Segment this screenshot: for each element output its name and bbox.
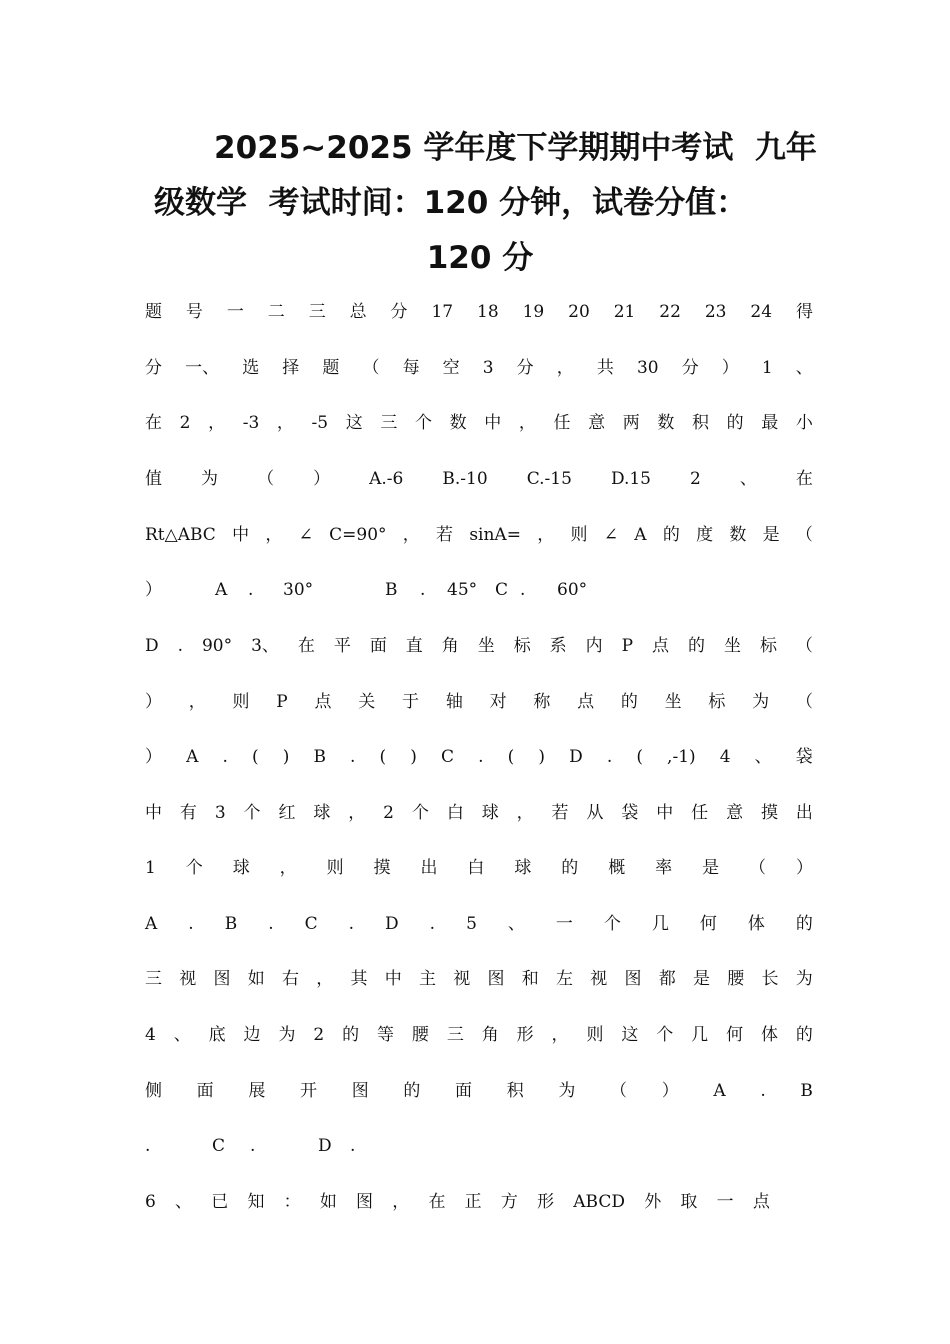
text-token: . <box>350 1136 356 1156</box>
text-token: 外 <box>644 1192 662 1212</box>
text-token: 长 <box>761 969 779 989</box>
text-token: 三 <box>446 1025 464 1045</box>
text-token: ) <box>410 747 417 767</box>
text-token: 标 <box>708 692 726 712</box>
text-token: 腰 <box>411 1025 429 1045</box>
text-line <box>145 856 813 880</box>
text-token: 度 <box>696 525 714 545</box>
text-token: 题 <box>322 358 340 378</box>
text-token: 体 <box>747 914 765 934</box>
text-token: 球 <box>481 803 499 823</box>
text-line <box>145 1134 813 1158</box>
text-token: ， <box>279 858 297 878</box>
text-token: 60° <box>557 580 588 600</box>
text-token: ， <box>392 1192 410 1212</box>
text-token: . <box>145 1136 151 1156</box>
text-token: 、 <box>175 1192 193 1212</box>
text-token: 的 <box>561 858 579 878</box>
text-token: 标 <box>759 636 777 656</box>
text-token: C.-15 <box>526 469 572 489</box>
text-token: 3 <box>214 803 226 823</box>
text-token: 2 <box>179 413 191 433</box>
text-token: 左 <box>556 969 573 989</box>
text-token: 从 <box>586 803 604 823</box>
text-token: 图 <box>487 969 505 989</box>
text-token: Rt△ABC <box>145 525 216 545</box>
text-token: 有 <box>179 803 197 823</box>
text-token: ) <box>538 747 545 767</box>
text-token: 正 <box>464 1192 482 1212</box>
text-token: 点 <box>577 692 595 712</box>
text-token: . <box>250 1136 256 1156</box>
text-token: 号 <box>185 302 203 322</box>
text-token: 每 <box>402 358 420 378</box>
text-token: （ <box>610 1081 628 1101</box>
text-token: 个 <box>243 803 261 823</box>
text-token: ， <box>348 803 366 823</box>
text-token: 则 <box>326 858 344 878</box>
text-token: 袋 <box>621 803 639 823</box>
text-token: 几 <box>651 914 669 934</box>
text-token: 、 <box>795 358 813 378</box>
text-token: C <box>304 914 318 934</box>
text-token: 图 <box>624 969 642 989</box>
text-token: . <box>177 636 184 656</box>
text-token: 、 <box>739 469 757 489</box>
text-token: 视 <box>590 969 608 989</box>
text-token: 角 <box>481 1025 499 1045</box>
text-token: 在 <box>428 1192 446 1212</box>
text-token: 中 <box>145 803 162 823</box>
text-token: 空 <box>442 358 460 378</box>
text-token: 中 <box>384 969 402 989</box>
text-token: ： <box>283 1192 301 1212</box>
text-line <box>145 912 813 936</box>
text-token: 是 <box>762 525 780 545</box>
text-token: 的 <box>662 525 680 545</box>
text-token: A <box>713 1081 726 1101</box>
text-token: ( <box>251 747 259 767</box>
text-token: 积 <box>691 413 709 433</box>
text-token: A <box>186 747 199 767</box>
text-token: 积 <box>506 1081 524 1101</box>
text-token: ， <box>518 413 536 433</box>
text-token: 则 <box>232 692 250 712</box>
text-token: 若 <box>551 803 569 823</box>
text-token: 概 <box>608 858 626 878</box>
text-token: 其 <box>350 969 368 989</box>
text-token: ) <box>282 747 290 767</box>
text-token: 三 <box>145 969 162 989</box>
text-token: 轴 <box>445 692 463 712</box>
text-token: 白 <box>446 803 464 823</box>
text-token: 18 <box>477 302 499 322</box>
text-token: 任 <box>691 803 709 823</box>
text-token: D <box>318 1136 332 1156</box>
text-token: 3 <box>482 358 494 378</box>
text-token: ∠ <box>298 525 313 545</box>
text-token: 称 <box>533 692 551 712</box>
text-token: 中 <box>232 525 250 545</box>
text-token: -3 <box>242 413 260 433</box>
text-token: 分 <box>145 358 162 378</box>
text-token: 中 <box>484 413 502 433</box>
text-token: 点 <box>652 636 670 656</box>
text-token: 一、 <box>185 358 220 378</box>
text-line <box>145 1079 813 1103</box>
text-token: 2 <box>690 469 701 489</box>
text-token: ） <box>145 692 162 712</box>
text-line <box>145 467 813 491</box>
text-token: P <box>621 636 634 656</box>
text-token: 分 <box>516 358 534 378</box>
text-token: 主 <box>419 969 436 989</box>
text-token: A <box>215 580 228 600</box>
text-token: 的 <box>403 1081 421 1101</box>
text-token: C <box>495 580 509 600</box>
text-token: 袋 <box>795 747 813 767</box>
text-token: 率 <box>655 858 673 878</box>
text-token: 1 <box>761 358 773 378</box>
text-token: 3、 <box>251 636 279 656</box>
text-token: 在 <box>145 413 162 433</box>
text-token: 开 <box>300 1081 318 1101</box>
text-token: 是 <box>702 858 720 878</box>
text-token: 17 <box>431 302 454 322</box>
text-token: 这 <box>621 1025 639 1045</box>
text-token: 择 <box>282 358 300 378</box>
text-token: 二 <box>267 302 285 322</box>
text-token: -5 <box>311 413 329 433</box>
text-line <box>145 1190 770 1214</box>
text-token: 点 <box>314 692 332 712</box>
text-token: 腰 <box>727 969 745 989</box>
text-token: D <box>569 747 583 767</box>
text-token: . <box>268 914 274 934</box>
text-token: 坐 <box>723 636 741 656</box>
text-token: 2 <box>383 803 394 823</box>
text-token: 知 <box>247 1192 265 1212</box>
text-token: P <box>276 692 288 712</box>
text-token: 分 <box>681 358 699 378</box>
text-token: 意 <box>726 803 744 823</box>
text-token: 30 <box>636 358 659 378</box>
text-token: . <box>348 914 355 934</box>
text-token: 为 <box>795 969 813 989</box>
text-token: A.-6 <box>369 469 404 489</box>
text-token: D.15 <box>610 469 651 489</box>
text-token: D <box>145 636 159 656</box>
text-token: 则 <box>586 1025 604 1045</box>
text-token: 5 <box>466 914 477 934</box>
text-token: 一 <box>555 914 573 934</box>
text-token: . <box>188 914 194 934</box>
text-token: 出 <box>795 803 813 823</box>
text-line <box>145 690 813 714</box>
text-token: 最 <box>761 413 779 433</box>
text-line <box>145 634 813 658</box>
text-token: 22 <box>659 302 681 322</box>
text-token: 两 <box>622 413 640 433</box>
text-token: 在 <box>297 636 315 656</box>
text-token: （ <box>795 692 813 712</box>
text-token: 摸 <box>760 803 778 823</box>
text-line <box>145 1023 813 1047</box>
text-token: 体 <box>760 1025 778 1045</box>
text-line <box>145 411 813 435</box>
text-token: 红 <box>278 803 296 823</box>
text-token: . <box>420 580 426 600</box>
exam-title-line-3: 120 分 <box>426 240 534 276</box>
text-token: 24 <box>750 302 773 322</box>
text-line <box>145 300 813 324</box>
text-token: 的 <box>342 1025 360 1045</box>
text-token: 数 <box>449 413 467 433</box>
text-token: （ <box>795 525 813 545</box>
text-line <box>145 523 813 547</box>
text-token: 19 <box>522 302 545 322</box>
text-line <box>145 356 813 380</box>
text-token: 、 <box>754 747 772 767</box>
text-token: 90° <box>201 636 233 656</box>
text-token: A <box>145 914 158 934</box>
text-token: ） <box>145 747 162 767</box>
text-line <box>145 967 813 991</box>
text-token: . <box>429 914 436 934</box>
text-token: 2 <box>313 1025 325 1045</box>
text-token: 题 <box>145 302 162 322</box>
text-token: 23 <box>704 302 727 322</box>
text-token: 内 <box>585 636 603 656</box>
text-token: 任 <box>553 413 571 433</box>
text-token: 和 <box>521 969 539 989</box>
text-token: 取 <box>680 1192 698 1212</box>
text-token: 的 <box>688 636 705 656</box>
text-token: A <box>634 525 647 545</box>
text-token: 45° <box>447 580 478 600</box>
text-token: C <box>212 1136 226 1156</box>
text-token: . <box>350 747 356 767</box>
text-token: 一 <box>716 1192 734 1212</box>
text-token: ， <box>188 692 206 712</box>
text-token: 个 <box>185 858 203 878</box>
text-token: 的 <box>795 914 813 934</box>
text-token: 已 <box>211 1192 229 1212</box>
text-token: ∠ <box>603 525 618 545</box>
text-token: 在 <box>795 469 813 489</box>
text-token: 面 <box>455 1081 473 1101</box>
text-line <box>145 801 813 825</box>
text-token: C=90° <box>329 525 387 545</box>
text-token: 20 <box>568 302 590 322</box>
text-token: 视 <box>179 969 197 989</box>
text-token: 30° <box>283 580 314 600</box>
text-token: 个 <box>411 803 429 823</box>
text-token: 何 <box>726 1025 744 1045</box>
text-token: 侧 <box>145 1081 162 1101</box>
text-token: ） <box>661 1081 679 1101</box>
text-token: . <box>520 580 526 600</box>
text-token: ， <box>402 525 420 545</box>
text-token: 白 <box>467 858 485 878</box>
text-token: 底 <box>208 1025 226 1045</box>
text-token: 的 <box>795 1025 813 1045</box>
text-token: 21 <box>613 302 636 322</box>
text-token: 面 <box>369 636 387 656</box>
text-token: 1 <box>145 858 156 878</box>
text-token: 个 <box>603 914 621 934</box>
text-token: 面 <box>196 1081 214 1101</box>
text-token: 图 <box>351 1081 369 1101</box>
text-token: 、 <box>173 1025 191 1045</box>
text-token: B.-10 <box>442 469 488 489</box>
text-token: ABCD <box>573 1192 625 1212</box>
text-token: B <box>800 1081 813 1101</box>
text-token: 三 <box>308 302 326 322</box>
text-token: D <box>385 914 399 934</box>
text-token: 数 <box>657 413 675 433</box>
text-token: 都 <box>658 969 676 989</box>
text-token: ， <box>316 969 334 989</box>
text-token: B <box>385 580 398 600</box>
text-token: 意 <box>588 413 606 433</box>
text-token: 球 <box>313 803 331 823</box>
text-token: 边 <box>243 1025 261 1045</box>
text-token: 等 <box>377 1025 394 1045</box>
text-token: ， <box>276 413 294 433</box>
text-token: 为 <box>201 469 219 489</box>
text-token: 方 <box>500 1192 518 1212</box>
text-token: 三 <box>380 413 398 433</box>
text-token: 4 <box>145 1025 156 1045</box>
text-token: ） <box>795 858 813 878</box>
text-token: ， <box>551 1025 569 1045</box>
text-token: . <box>222 747 228 767</box>
text-token: 为 <box>278 1025 296 1045</box>
text-token: 则 <box>570 525 588 545</box>
text-token: ， <box>208 413 226 433</box>
text-token: 坐 <box>477 636 495 656</box>
text-token: 数 <box>729 525 747 545</box>
text-token: 于 <box>402 692 420 712</box>
text-token: 视 <box>453 969 471 989</box>
text-token: 如 <box>319 1192 337 1212</box>
text-token: sinA= <box>469 525 521 545</box>
text-token: 右 <box>282 969 299 989</box>
text-token: 如 <box>247 969 265 989</box>
text-token: 坐 <box>664 692 682 712</box>
text-token: 个 <box>414 413 432 433</box>
text-token: 图 <box>356 1192 374 1212</box>
text-token: 中 <box>656 803 674 823</box>
text-token: . <box>760 1081 766 1101</box>
text-token: ( <box>507 747 515 767</box>
text-token: （ <box>257 469 275 489</box>
text-token: ， <box>265 525 283 545</box>
exam-title-line-1: 2025~2025 学年度下学期期中考试 九年 <box>214 130 817 166</box>
text-token: ） <box>313 469 331 489</box>
text-token: ( <box>636 747 643 767</box>
text-token: 出 <box>420 858 438 878</box>
text-token: 个 <box>656 1025 674 1045</box>
text-token: 直 <box>405 636 423 656</box>
text-token: 球 <box>232 858 250 878</box>
text-token: 为 <box>752 692 770 712</box>
text-token: 角 <box>441 636 459 656</box>
text-token: . <box>606 747 613 767</box>
text-token: C <box>441 747 455 767</box>
text-token: ， <box>516 803 534 823</box>
text-token: 摸 <box>373 858 391 878</box>
text-token: ） <box>145 580 162 600</box>
text-token: （ <box>362 358 380 378</box>
text-token: . <box>248 580 254 600</box>
text-token: 选 <box>242 358 260 378</box>
text-token: 形 <box>537 1192 555 1212</box>
text-line <box>145 578 813 602</box>
text-token: 为 <box>558 1081 576 1101</box>
text-token: 点 <box>752 1192 770 1212</box>
text-token: 小 <box>795 413 813 433</box>
text-token: 若 <box>436 525 454 545</box>
text-token: 得 <box>795 302 813 322</box>
text-token: 值 <box>145 469 162 489</box>
text-token: ， <box>537 525 555 545</box>
text-token: 几 <box>691 1025 709 1045</box>
text-token: 系 <box>549 636 567 656</box>
text-token: ( <box>379 747 387 767</box>
text-token: 形 <box>516 1025 534 1045</box>
text-token: 的 <box>620 692 638 712</box>
text-token: 总 <box>349 302 367 322</box>
text-token: 图 <box>213 969 231 989</box>
text-token: ） <box>721 358 739 378</box>
text-token: 的 <box>726 413 744 433</box>
text-token: 6 <box>145 1192 156 1212</box>
text-token: B <box>313 747 326 767</box>
text-token: 球 <box>514 858 532 878</box>
text-token: ,-1) <box>667 747 696 767</box>
text-token: 标 <box>513 636 531 656</box>
text-token: 4 <box>719 747 731 767</box>
text-token: 展 <box>248 1081 266 1101</box>
text-token: B <box>224 914 238 934</box>
text-line <box>145 745 813 769</box>
text-token: 一 <box>226 302 244 322</box>
text-token: （ <box>795 636 813 656</box>
exam-title-line-2: 级数学 考试时间：120 分钟，试卷分值： <box>154 185 748 221</box>
text-token: 、 <box>507 914 525 934</box>
text-token: 平 <box>333 636 351 656</box>
text-token: 分 <box>390 302 408 322</box>
text-token: 何 <box>699 914 717 934</box>
text-token: 关 <box>358 692 376 712</box>
text-token: 是 <box>693 969 710 989</box>
text-token: 对 <box>489 692 507 712</box>
text-token: ， <box>556 358 574 378</box>
text-token: （ <box>749 858 767 878</box>
text-token: . <box>478 747 484 767</box>
text-token: 这 <box>345 413 363 433</box>
text-token: 共 <box>596 358 614 378</box>
